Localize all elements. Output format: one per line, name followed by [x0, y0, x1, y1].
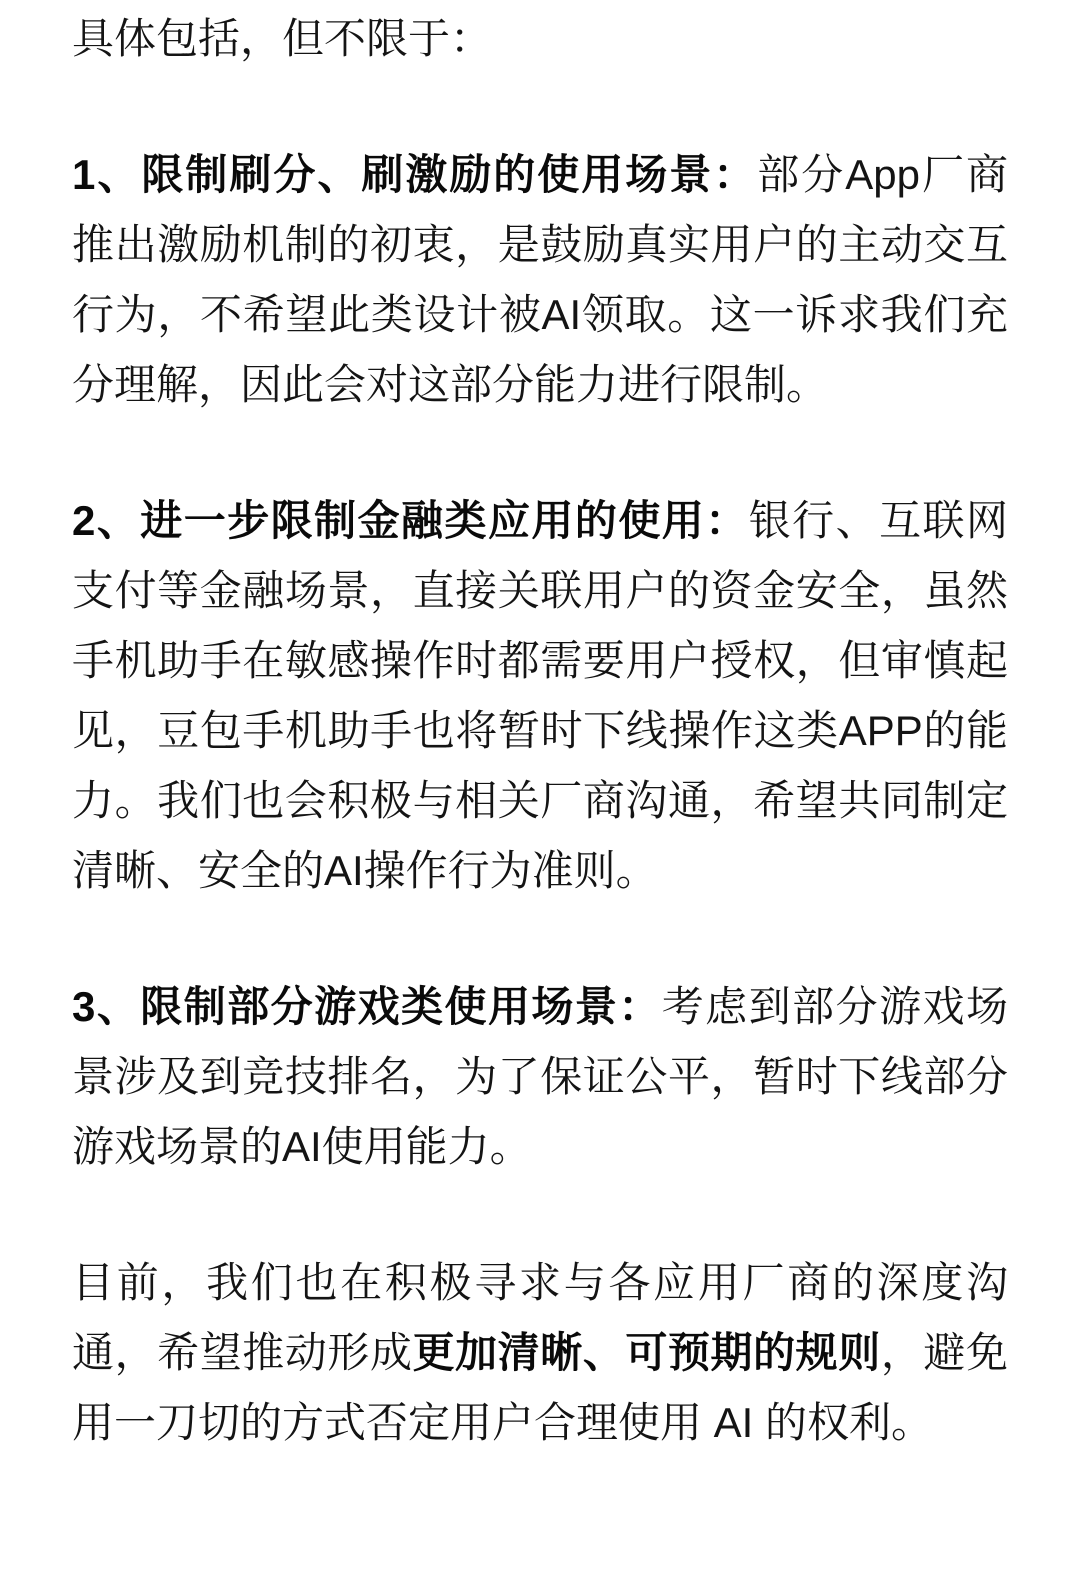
closing-bold-phrase: 更加清晰、可预期的规则 [412, 1329, 881, 1376]
policy-item-3-heading: 3、限制部分游戏类使用场景： [72, 983, 662, 1030]
policy-item-2 [72, 486, 1008, 906]
policy-item-1-heading: 1、限制刷分、刷激励的使用场景： [72, 151, 758, 198]
policy-item-1-body: 部分App厂商推出激励机制的初衷，是鼓励真实用户的主动交互行为，不希望此类设计被AI领取。这一诉求我们充分理解，因此会对这部分能力进行限制。 [72, 151, 1009, 408]
intro-line: 具体包括，但不限于： [72, 15, 493, 62]
policy-item-2-heading: 2、进一步限制金融类应用的使用： [72, 497, 749, 544]
policy-item-1 [72, 140, 1008, 420]
closing-text-after: ，避免用一刀切的方式否定用户合理使用 AI 的权利。 [72, 1329, 1008, 1446]
policy-item-3-body: 考虑到部分游戏场景涉及到竞技排名，为了保证公平，暂时下线部分游戏场景的AI使用能力。 [72, 983, 1008, 1170]
closing-paragraph [72, 1248, 1008, 1458]
policy-item-2-body: 银行、互联网支付等金融场景，直接关联用户的资金安全，虽然手机助手在敏感操作时都需要用户授权，但审慎起见，豆包手机助手也将暂时下线操作这类APP的能力。我们也会积极与相关厂商沟通，希望共同制定清晰、安全的AI操作行为准则。 [72, 497, 1008, 894]
policy-item-3 [72, 972, 1008, 1182]
closing-text-before: 目前，我们也在积极寻求与各应用厂商的深度沟通，希望推动形成 [72, 1259, 1008, 1376]
